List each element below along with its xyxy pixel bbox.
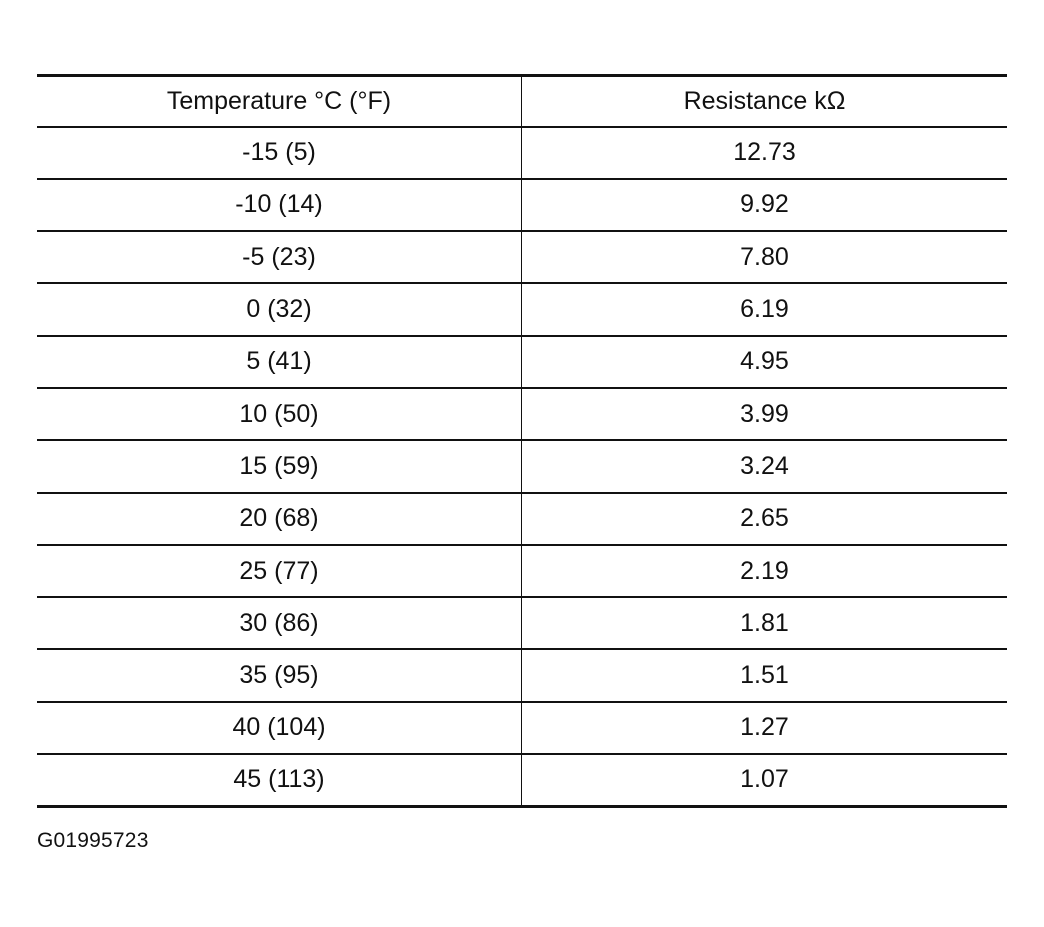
cell-resistance: 3.99 bbox=[522, 388, 1008, 440]
cell-temperature: 5 (41) bbox=[37, 336, 522, 388]
cell-resistance: 6.19 bbox=[522, 283, 1008, 335]
cell-resistance: 1.27 bbox=[522, 702, 1008, 754]
cell-temperature: 0 (32) bbox=[37, 283, 522, 335]
header-resistance: Resistance kΩ bbox=[522, 76, 1008, 127]
cell-resistance: 12.73 bbox=[522, 127, 1008, 179]
table-row bbox=[37, 493, 1007, 545]
cell-temperature: 35 (95) bbox=[37, 649, 522, 701]
table-row bbox=[37, 702, 1007, 754]
cell-resistance: 4.95 bbox=[522, 336, 1008, 388]
table-row bbox=[37, 545, 1007, 597]
table-header bbox=[37, 76, 1007, 127]
cell-temperature: -10 (14) bbox=[37, 179, 522, 231]
cell-temperature: -15 (5) bbox=[37, 127, 522, 179]
header-temperature: Temperature °C (°F) bbox=[37, 76, 522, 127]
table-row bbox=[37, 336, 1007, 388]
cell-temperature: 25 (77) bbox=[37, 545, 522, 597]
cell-resistance: 1.07 bbox=[522, 754, 1008, 806]
cell-temperature: 40 (104) bbox=[37, 702, 522, 754]
table-row bbox=[37, 754, 1007, 806]
table-row bbox=[37, 179, 1007, 231]
table-row bbox=[37, 597, 1007, 649]
cell-temperature: 20 (68) bbox=[37, 493, 522, 545]
table-row bbox=[37, 127, 1007, 179]
header-row bbox=[37, 76, 1007, 127]
cell-temperature: 15 (59) bbox=[37, 440, 522, 492]
cell-resistance: 2.65 bbox=[522, 493, 1008, 545]
cell-resistance: 1.51 bbox=[522, 649, 1008, 701]
cell-temperature: 30 (86) bbox=[37, 597, 522, 649]
table-row bbox=[37, 649, 1007, 701]
figure-id: G01995723 bbox=[37, 829, 149, 852]
cell-resistance: 3.24 bbox=[522, 440, 1008, 492]
cell-temperature: 10 (50) bbox=[37, 388, 522, 440]
table-row bbox=[37, 231, 1007, 283]
cell-temperature: 45 (113) bbox=[37, 754, 522, 806]
cell-resistance: 2.19 bbox=[522, 545, 1008, 597]
cell-resistance: 7.80 bbox=[522, 231, 1008, 283]
table-row bbox=[37, 283, 1007, 335]
cell-temperature: -5 (23) bbox=[37, 231, 522, 283]
table-row bbox=[37, 440, 1007, 492]
table-row bbox=[37, 388, 1007, 440]
cell-resistance: 1.81 bbox=[522, 597, 1008, 649]
cell-resistance: 9.92 bbox=[522, 179, 1008, 231]
temperature-resistance-table bbox=[37, 74, 1007, 808]
table-body bbox=[37, 127, 1007, 807]
